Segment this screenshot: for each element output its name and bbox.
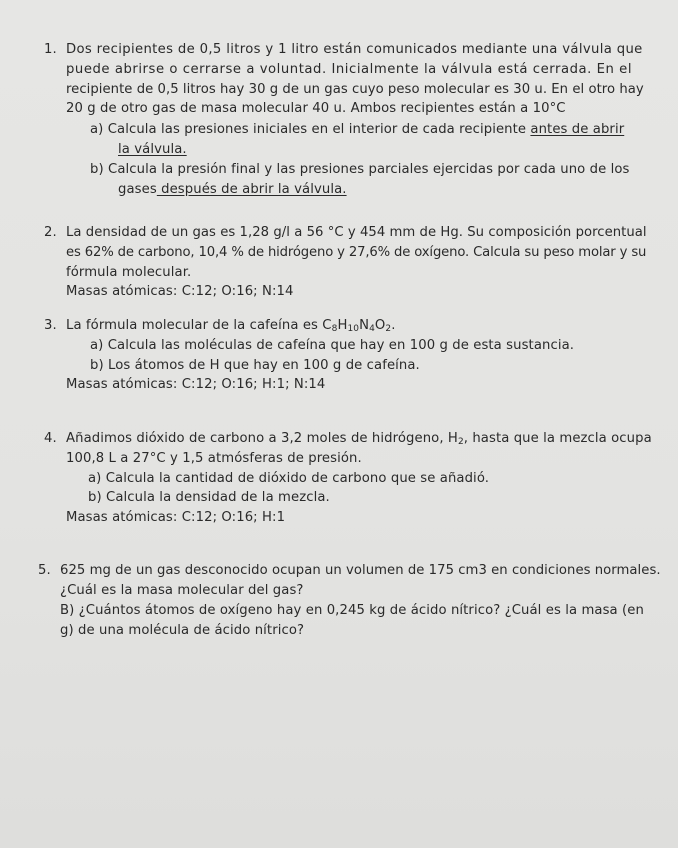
q1-line-3: recipiente de 0,5 litros hay 30 g de un gas cuyo peso molecular es 30 u. En el otro hay [66, 82, 644, 97]
q3-formula-c-sub: 8 [331, 324, 338, 334]
q5-line-2: ¿Cuál es la masa molecular del gas? [60, 583, 304, 598]
q4-atomic-masses: Masas atómicas: C:12; O:16; H:1 [66, 510, 286, 525]
q3-line-1 [66, 317, 396, 338]
q1-line-4: 20 g de otro gas de masa molecular 40 u. Ambos recipientes están a 10°C [66, 101, 566, 116]
q3-intro: La fórmula molecular de la cafeína es [66, 318, 323, 333]
q4-line-1 [66, 430, 652, 451]
q5-line-3: B) ¿Cuántos átomos de oxígeno hay en 0,245 kg de ácido nítrico? ¿Cuál es la masa (en [60, 603, 644, 618]
q3-formula [322, 318, 395, 333]
q3-formula-n: N [359, 318, 370, 333]
q3-formula-o: O [374, 318, 386, 333]
q5-number: 5. [38, 563, 51, 578]
q5-line-1: 625 mg de un gas desconocido ocupan un volumen de 175 cm3 en condiciones normales. [60, 563, 661, 578]
q1-item-b-word: gases [118, 182, 157, 197]
q1-number: 1. [44, 42, 57, 57]
q1-item-b: b) Calcula la presión final y las presiones parciales ejercidas por cada uno de los [90, 162, 630, 177]
q2-line-1: La densidad de un gas es 1,28 g/l a 56 °C y 454 mm de Hg. Su composición porcentual [66, 225, 647, 240]
q3-number: 3. [44, 318, 57, 333]
q4-number: 4. [44, 431, 57, 446]
q3-formula-h-sub: 10 [347, 324, 360, 334]
q3-atomic-masses: Masas atómicas: C:12; O:16; H:1; N:14 [66, 377, 326, 392]
q2-atomic-masses: Masas atómicas: C:12; O:16; N:14 [66, 284, 294, 299]
q1-item-a [90, 121, 624, 139]
q3-item-a: a) Calcula las moléculas de cafeína que hay en 100 g de esta sustancia. [90, 338, 575, 353]
q3-formula-period: . [391, 318, 396, 333]
q1-item-a-underlined: antes de abrir [530, 122, 625, 137]
q5-line-4: g) de una molécula de ácido nítrico? [60, 623, 305, 638]
q3-item-b: b) Los átomos de H que hay en 100 g de cafeína. [90, 358, 420, 373]
q4-line-1-sub: 2 [457, 437, 464, 447]
q4-line-1-post: , hasta que la mezcla ocupa [463, 431, 652, 446]
q1-item-a-cont: la válvula. [118, 142, 187, 157]
q1-item-b-cont [118, 181, 347, 199]
q2-line-2: es 62% de carbono, 10,4 % de hidrógeno y 27,6% de oxígeno. Calcula su peso molar y su [66, 245, 647, 260]
q1-line-1: Dos recipientes de 0,5 litros y 1 litro están comunicados mediante una válvula que [66, 42, 643, 57]
q3-formula-h: H [337, 318, 348, 333]
q3-formula-n-sub: 4 [369, 324, 375, 334]
q1-item-b-underlined: después de abrir la válvula. [156, 182, 347, 197]
q4-line-2: 100,8 L a 27°C y 1,5 atmósferas de presión. [66, 451, 362, 466]
q4-item-a: a) Calcula la cantidad de dióxido de carbono que se añadió. [88, 471, 490, 486]
q3-formula-o-sub: 2 [385, 324, 392, 334]
q1-item-a-lead: a) Calcula las presiones iniciales en el interior de cada recipiente [90, 122, 531, 137]
q4-line-1-pre: Añadimos dióxido de carbono a 3,2 moles de hidrógeno, H [66, 431, 458, 446]
q4-item-b: b) Calcula la densidad de la mezcla. [88, 490, 330, 505]
q1-line-2: puede abrirse o cerrarse a voluntad. Inicialmente la válvula está cerrada. En el [66, 62, 633, 77]
q2-number: 2. [44, 225, 57, 240]
q3-formula-c: C [322, 318, 332, 333]
q2-line-3: fórmula molecular. [66, 265, 192, 280]
